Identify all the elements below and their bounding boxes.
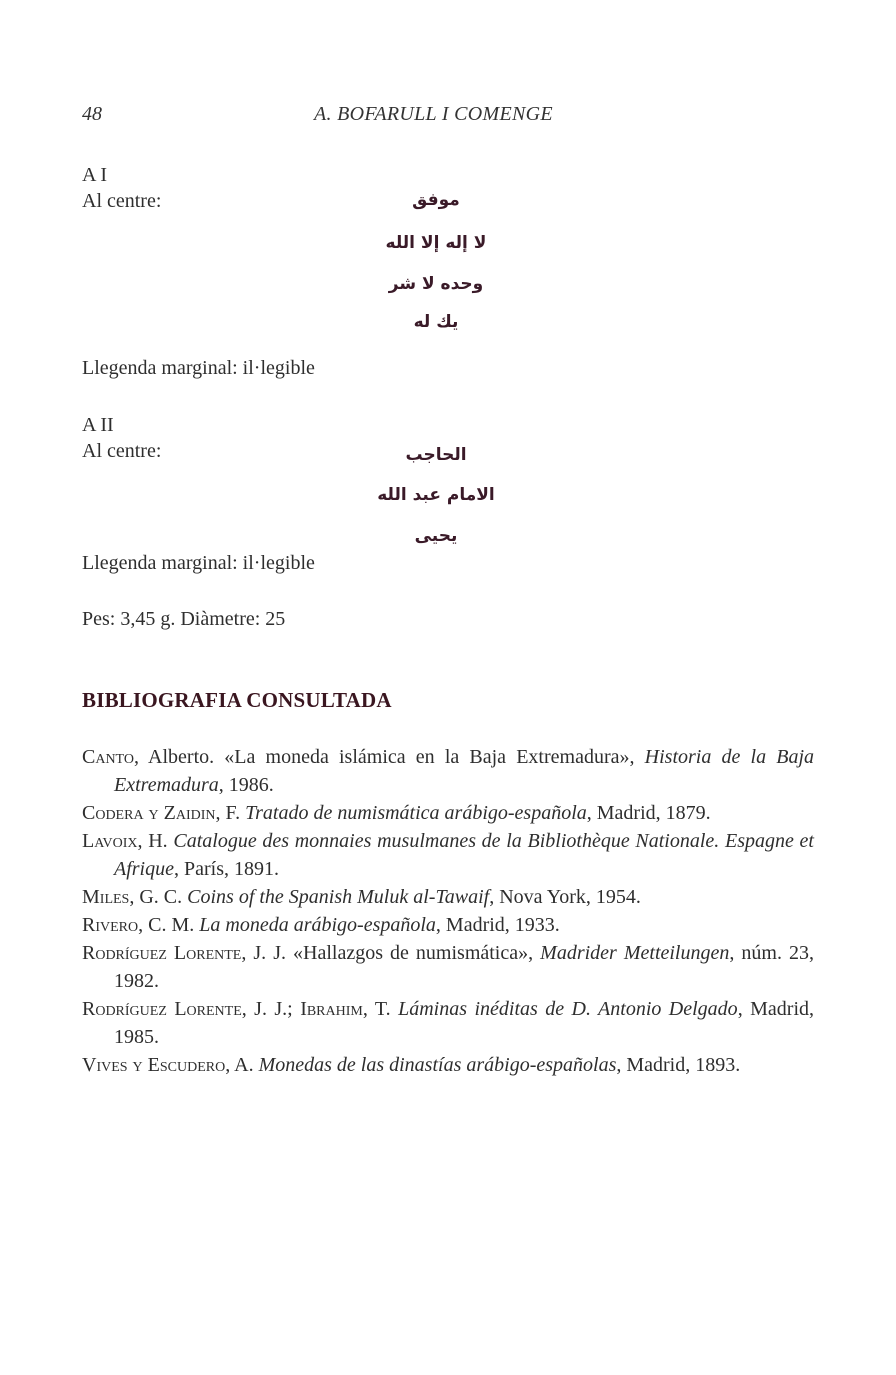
bib-entry: Canto, Alberto. «La moneda islámica en la Baja Extremadura», Historia de la Baja Extremadura, 1986. (82, 746, 815, 796)
bib-entry: Codera y Zaidin, F. Tratado de numismática arábigo-española, Madrid, 1879. (82, 802, 711, 824)
weight-diameter: Pes: 3,45 g. Diàmetre: 25 (82, 608, 286, 630)
page-number: 48 (82, 103, 102, 125)
bib-entry: Rodríguez Lorente, J. J.; Ibrahim, T. Láminas inéditas de D. Antonio Delgado, Madrid, 1985. (82, 998, 814, 1048)
coin-a1-label: A I (82, 164, 107, 186)
coin-a2-arabic-line-3: يحيى (414, 526, 458, 546)
bib-entry: Vives y Escudero, A. Monedas de las dinastías arábigo-españolas, Madrid, 1893. (82, 1054, 741, 1076)
bib-entry: Miles, G. C. Coins of the Spanish Muluk al-Tawaif, Nova York, 1954. (82, 886, 641, 908)
coin-a1-arabic-line-4: يك له (413, 312, 459, 332)
coin-a2-arabic-line-1: الحاجب (405, 445, 467, 465)
running-title: A. BOFARULL I COMENGE (314, 103, 553, 125)
coin-a2-label: A II (82, 414, 114, 436)
coin-a1-arabic-line-3: وحده لا شر (388, 274, 484, 294)
coin-a1-marginal: Llegenda marginal: il·legible (82, 357, 315, 379)
coin-a2-arabic-line-2: الامام عبد الله (377, 485, 495, 505)
coin-a2-center-label: Al centre: (82, 440, 162, 462)
coin-a1-arabic-line-1: موفق (412, 190, 460, 210)
bibliography-heading: BIBLIOGRAFIA CONSULTADA (82, 688, 392, 712)
bib-entry: Rivero, C. M. La moneda arábigo-española, Madrid, 1933. (82, 914, 560, 936)
coin-a2-marginal: Llegenda marginal: il·legible (82, 552, 315, 574)
coin-a1-arabic-line-2: لا إله إلا الله (385, 233, 487, 253)
bib-entry: Rodríguez Lorente, J. J. «Hallazgos de numismática», Madrider Metteilungen, núm. 23, 1982. (82, 942, 814, 992)
coin-a1-center-label: Al centre: (82, 190, 162, 212)
bibliography-list (82, 743, 814, 1079)
bib-entry: Lavoix, H. Catalogue des monnaies musulmanes de la Bibliothèque Nationale. Espagne et Afrique, París, 1891. (82, 830, 814, 880)
